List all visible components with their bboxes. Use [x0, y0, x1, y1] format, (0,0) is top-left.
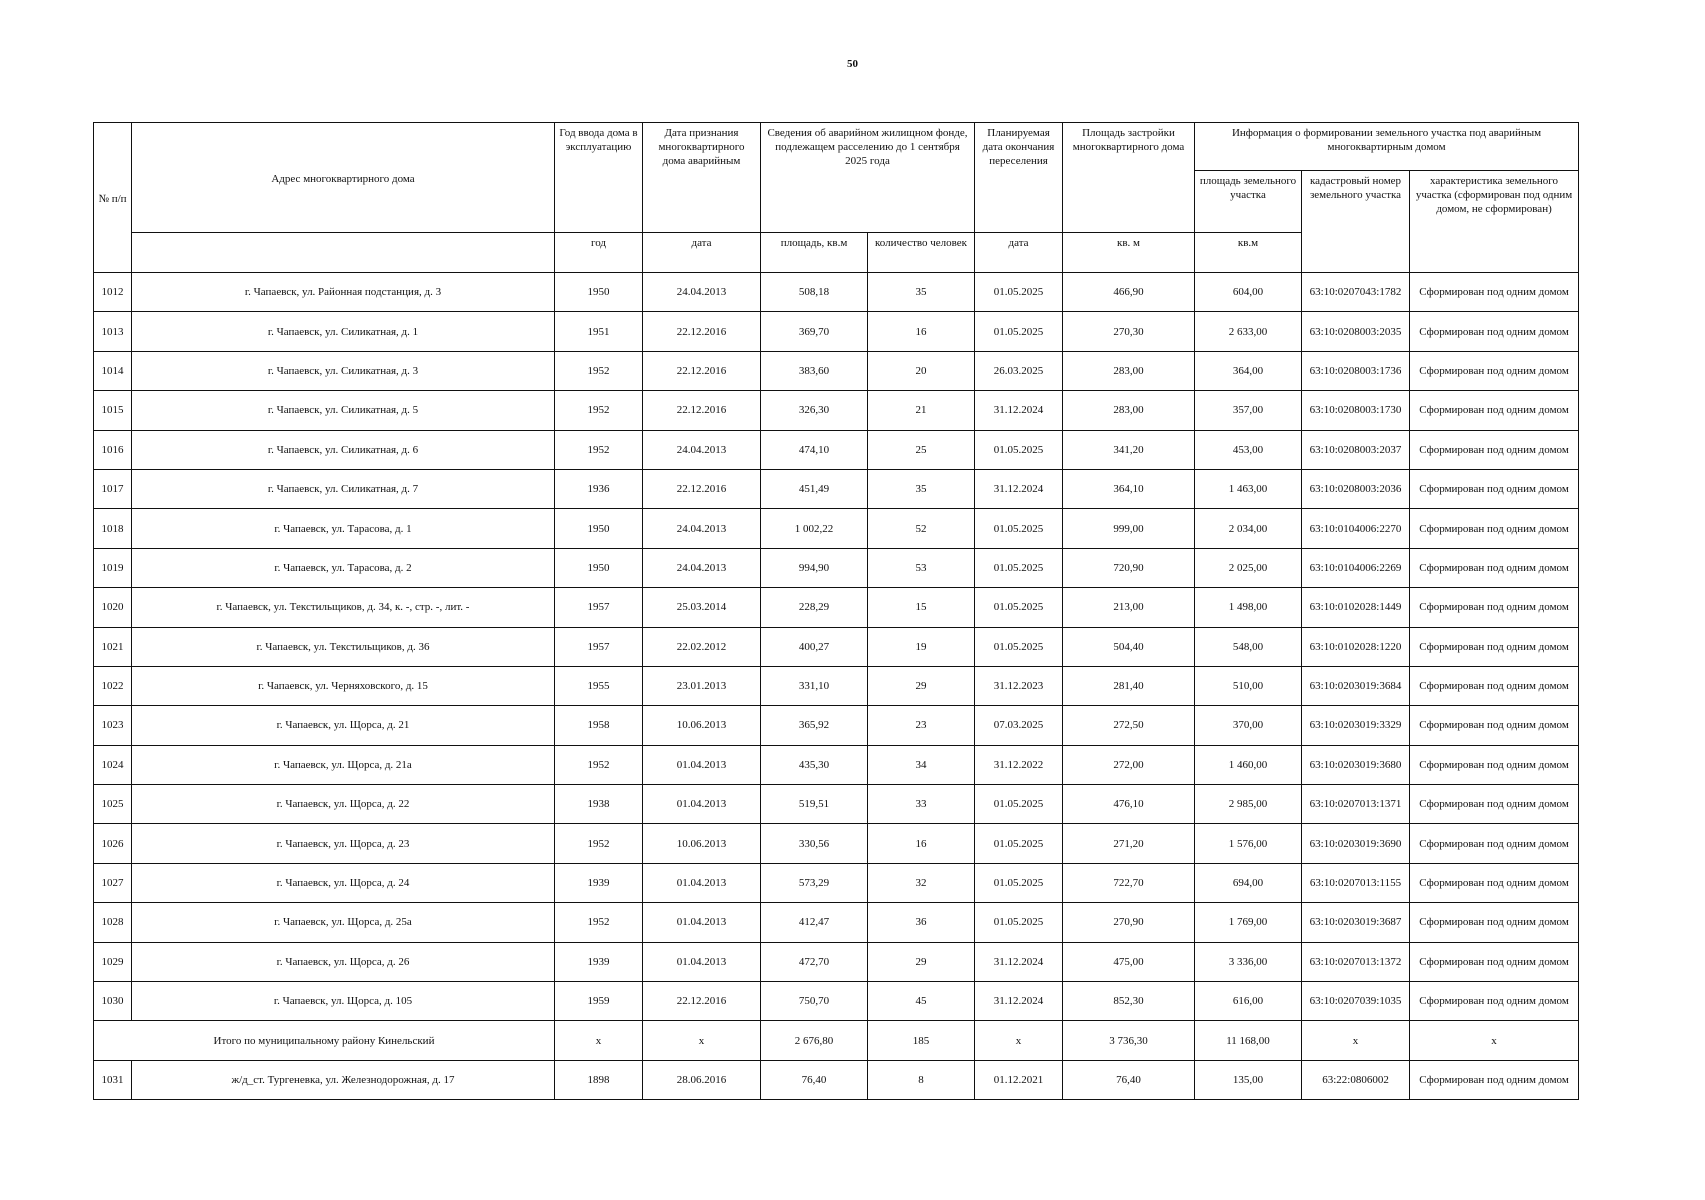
- row-address: г. Чапаевск, ул. Текстильщиков, д. 36: [132, 627, 555, 666]
- row-built-area: 466,90: [1063, 273, 1195, 312]
- row-land-char: Сформирован под одним домом: [1410, 469, 1579, 508]
- row-area: 228,29: [761, 588, 868, 627]
- row-land-area: 364,00: [1195, 351, 1302, 390]
- row-people: 8: [868, 1060, 975, 1099]
- total-cad: x: [1302, 1021, 1410, 1060]
- table-row: [94, 863, 1579, 902]
- header-built: Площадь застройки многоквартирного дома: [1063, 123, 1195, 233]
- total-date: x: [643, 1021, 761, 1060]
- row-area: 330,56: [761, 824, 868, 863]
- row-area: 400,27: [761, 627, 868, 666]
- row-land-area: 370,00: [1195, 706, 1302, 745]
- row-built-area: 364,10: [1063, 469, 1195, 508]
- row-people: 34: [868, 745, 975, 784]
- row-area: 383,60: [761, 351, 868, 390]
- row-cadastral: 63:10:0102028:1220: [1302, 627, 1410, 666]
- row-plan-date: 01.05.2025: [975, 548, 1063, 587]
- row-people: 23: [868, 706, 975, 745]
- row-year: 1957: [555, 627, 643, 666]
- row-people: 53: [868, 548, 975, 587]
- row-land-char: Сформирован под одним домом: [1410, 785, 1579, 824]
- row-plan-date: 07.03.2025: [975, 706, 1063, 745]
- unit-year: год: [555, 233, 643, 273]
- row-date: 25.03.2014: [643, 588, 761, 627]
- row-land-char: Сформирован под одним домом: [1410, 666, 1579, 705]
- row-built-area: 272,50: [1063, 706, 1195, 745]
- row-address: г. Чапаевск, ул. Щорса, д. 26: [132, 942, 555, 981]
- row-date: 10.06.2013: [643, 706, 761, 745]
- row-cadastral: 63:10:0104006:2269: [1302, 548, 1410, 587]
- row-built-area: 476,10: [1063, 785, 1195, 824]
- row-address: г. Чапаевск, ул. Текстильщиков, д. 34, к. -, стр. -, лит. -: [132, 588, 555, 627]
- row-cadastral: 63:10:0203019:3329: [1302, 706, 1410, 745]
- row-plan-date: 01.05.2025: [975, 588, 1063, 627]
- row-year: 1952: [555, 391, 643, 430]
- row-plan-date: 01.12.2021: [975, 1060, 1063, 1099]
- table-row: [94, 351, 1579, 390]
- row-year: 1939: [555, 942, 643, 981]
- row-land-area: 2 025,00: [1195, 548, 1302, 587]
- row-cadastral: 63:10:0207013:1155: [1302, 863, 1410, 902]
- row-built-area: 720,90: [1063, 548, 1195, 587]
- header-address: Адрес многоквартирного дома: [132, 123, 555, 233]
- row-address: г. Чапаевск, ул. Тарасова, д. 1: [132, 509, 555, 548]
- row-date: 23.01.2013: [643, 666, 761, 705]
- row-area: 451,49: [761, 469, 868, 508]
- unit-built: кв. м: [1063, 233, 1195, 273]
- row-date: 24.04.2013: [643, 548, 761, 587]
- row-cadastral: 63:10:0208003:2036: [1302, 469, 1410, 508]
- row-year: 1957: [555, 588, 643, 627]
- row-built-area: 76,40: [1063, 1060, 1195, 1099]
- row-area: 76,40: [761, 1060, 868, 1099]
- row-number: 1026: [94, 824, 132, 863]
- row-area: 472,70: [761, 942, 868, 981]
- table-row: [94, 312, 1579, 351]
- row-plan-date: 31.12.2024: [975, 942, 1063, 981]
- row-land-char: Сформирован под одним домом: [1410, 942, 1579, 981]
- row-cadastral: 63:10:0203019:3690: [1302, 824, 1410, 863]
- row-year: 1958: [555, 706, 643, 745]
- header-fund: Сведения об аварийном жилищном фонде, подлежащем расселению до 1 сентября 2025 года: [761, 123, 975, 233]
- row-land-area: 616,00: [1195, 982, 1302, 1021]
- row-number: 1018: [94, 509, 132, 548]
- row-land-char: Сформирован под одним домом: [1410, 706, 1579, 745]
- row-year: 1950: [555, 548, 643, 587]
- row-date: 22.12.2016: [643, 351, 761, 390]
- row-land-area: 694,00: [1195, 863, 1302, 902]
- table-row: [94, 430, 1579, 469]
- row-built-area: 272,00: [1063, 745, 1195, 784]
- row-address: г. Чапаевск, ул. Щорса, д. 25а: [132, 903, 555, 942]
- row-number: 1020: [94, 588, 132, 627]
- row-year: 1952: [555, 903, 643, 942]
- table-row: [94, 509, 1579, 548]
- row-address: г. Чапаевск, ул. Щорса, д. 21а: [132, 745, 555, 784]
- row-people: 29: [868, 666, 975, 705]
- header-cadastral: кадастровый номер земельного участка: [1302, 171, 1410, 273]
- row-area: 331,10: [761, 666, 868, 705]
- row-number: 1012: [94, 273, 132, 312]
- header-address-blank: [132, 233, 555, 273]
- row-date: 01.04.2013: [643, 942, 761, 981]
- row-number: 1031: [94, 1060, 132, 1099]
- row-land-char: Сформирован под одним домом: [1410, 430, 1579, 469]
- row-land-char: Сформирован под одним домом: [1410, 1060, 1579, 1099]
- row-date: 01.04.2013: [643, 863, 761, 902]
- row-plan-date: 01.05.2025: [975, 824, 1063, 863]
- table-row: [94, 666, 1579, 705]
- row-cadastral: 63:10:0207039:1035: [1302, 982, 1410, 1021]
- table-row: [94, 706, 1579, 745]
- row-year: 1952: [555, 351, 643, 390]
- row-built-area: 283,00: [1063, 391, 1195, 430]
- row-cadastral: 63:10:0207013:1371: [1302, 785, 1410, 824]
- row-plan-date: 01.05.2025: [975, 312, 1063, 351]
- row-cadastral: 63:10:0208003:2037: [1302, 430, 1410, 469]
- table-row: [94, 548, 1579, 587]
- header-num: № п/п: [94, 123, 132, 273]
- row-cadastral: 63:10:0203019:3684: [1302, 666, 1410, 705]
- total-year: x: [555, 1021, 643, 1060]
- emergency-housing-table: [93, 122, 1579, 1100]
- page-number: 50: [847, 58, 858, 70]
- total-row: [94, 1021, 1579, 1060]
- row-area: 365,92: [761, 706, 868, 745]
- row-land-area: 604,00: [1195, 273, 1302, 312]
- row-land-area: 357,00: [1195, 391, 1302, 430]
- total-label: Итого по муниципальному району Кинельский: [94, 1021, 555, 1060]
- row-people: 19: [868, 627, 975, 666]
- row-plan-date: 31.12.2022: [975, 745, 1063, 784]
- header-plan: Планируемая дата окончания переселения: [975, 123, 1063, 233]
- table-row: [94, 982, 1579, 1021]
- row-built-area: 270,90: [1063, 903, 1195, 942]
- row-date: 24.04.2013: [643, 273, 761, 312]
- row-people: 45: [868, 982, 975, 1021]
- row-address: г. Чапаевск, ул. Щорса, д. 105: [132, 982, 555, 1021]
- row-year: 1936: [555, 469, 643, 508]
- row-year: 1950: [555, 509, 643, 548]
- row-address: г. Чапаевск, ул. Черняховского, д. 15: [132, 666, 555, 705]
- row-built-area: 852,30: [1063, 982, 1195, 1021]
- table-row: [94, 785, 1579, 824]
- row-land-area: 1 460,00: [1195, 745, 1302, 784]
- row-people: 35: [868, 469, 975, 508]
- row-people: 36: [868, 903, 975, 942]
- table-row: [94, 824, 1579, 863]
- row-land-area: 548,00: [1195, 627, 1302, 666]
- header-year: Год ввода дома в эксплуатацию: [555, 123, 643, 233]
- row-date: 01.04.2013: [643, 745, 761, 784]
- row-area: 508,18: [761, 273, 868, 312]
- row-date: 24.04.2013: [643, 509, 761, 548]
- row-people: 16: [868, 824, 975, 863]
- total-char: x: [1410, 1021, 1579, 1060]
- row-year: 1959: [555, 982, 643, 1021]
- row-people: 32: [868, 863, 975, 902]
- row-people: 35: [868, 273, 975, 312]
- row-land-char: Сформирован под одним домом: [1410, 982, 1579, 1021]
- row-number: 1030: [94, 982, 132, 1021]
- row-year: 1950: [555, 273, 643, 312]
- row-address: г. Чапаевск, ул. Силикатная, д. 7: [132, 469, 555, 508]
- row-cadastral: 63:10:0104006:2270: [1302, 509, 1410, 548]
- row-land-char: Сформирован под одним домом: [1410, 391, 1579, 430]
- row-plan-date: 01.05.2025: [975, 903, 1063, 942]
- table-row: [94, 273, 1579, 312]
- row-plan-date: 31.12.2024: [975, 982, 1063, 1021]
- header-date: Дата признания многоквартирного дома аварийным: [643, 123, 761, 233]
- row-cadastral: 63:22:0806002: [1302, 1060, 1410, 1099]
- row-people: 25: [868, 430, 975, 469]
- row-year: 1951: [555, 312, 643, 351]
- table-body: [94, 273, 1579, 1100]
- row-cadastral: 63:10:0207043:1782: [1302, 273, 1410, 312]
- row-plan-date: 01.05.2025: [975, 785, 1063, 824]
- row-area: 412,47: [761, 903, 868, 942]
- row-date: 01.04.2013: [643, 785, 761, 824]
- row-land-char: Сформирован под одним домом: [1410, 863, 1579, 902]
- row-people: 52: [868, 509, 975, 548]
- row-address: г. Чапаевск, ул. Щорса, д. 23: [132, 824, 555, 863]
- row-cadastral: 63:10:0203019:3680: [1302, 745, 1410, 784]
- row-built-area: 999,00: [1063, 509, 1195, 548]
- row-people: 29: [868, 942, 975, 981]
- row-plan-date: 31.12.2024: [975, 469, 1063, 508]
- row-number: 1017: [94, 469, 132, 508]
- row-plan-date: 31.12.2023: [975, 666, 1063, 705]
- row-cadastral: 63:10:0203019:3687: [1302, 903, 1410, 942]
- row-date: 22.12.2016: [643, 982, 761, 1021]
- row-plan-date: 01.05.2025: [975, 430, 1063, 469]
- row-date: 10.06.2013: [643, 824, 761, 863]
- row-address: г. Чапаевск, ул. Силикатная, д. 6: [132, 430, 555, 469]
- row-address: ж/д_ст. Тургеневка, ул. Железнодорожная, д. 17: [132, 1060, 555, 1099]
- row-year: 1939: [555, 863, 643, 902]
- total-area: 2 676,80: [761, 1021, 868, 1060]
- row-plan-date: 01.05.2025: [975, 863, 1063, 902]
- row-area: 994,90: [761, 548, 868, 587]
- row-built-area: 270,30: [1063, 312, 1195, 351]
- row-land-char: Сформирован под одним домом: [1410, 273, 1579, 312]
- row-number: 1025: [94, 785, 132, 824]
- row-year: 1938: [555, 785, 643, 824]
- row-land-area: 1 769,00: [1195, 903, 1302, 942]
- row-built-area: 271,20: [1063, 824, 1195, 863]
- row-address: г. Чапаевск, ул. Силикатная, д. 1: [132, 312, 555, 351]
- row-land-char: Сформирован под одним домом: [1410, 548, 1579, 587]
- row-number: 1024: [94, 745, 132, 784]
- row-people: 20: [868, 351, 975, 390]
- row-people: 33: [868, 785, 975, 824]
- row-people: 21: [868, 391, 975, 430]
- row-address: г. Чапаевск, ул. Щорса, д. 24: [132, 863, 555, 902]
- row-number: 1019: [94, 548, 132, 587]
- total-people: 185: [868, 1021, 975, 1060]
- row-date: 24.04.2013: [643, 430, 761, 469]
- row-plan-date: 26.03.2025: [975, 351, 1063, 390]
- row-plan-date: 01.05.2025: [975, 509, 1063, 548]
- row-built-area: 475,00: [1063, 942, 1195, 981]
- row-land-area: 3 336,00: [1195, 942, 1302, 981]
- row-date: 22.02.2012: [643, 627, 761, 666]
- row-year: 1952: [555, 745, 643, 784]
- row-people: 16: [868, 312, 975, 351]
- row-date: 28.06.2016: [643, 1060, 761, 1099]
- row-number: 1023: [94, 706, 132, 745]
- row-number: 1021: [94, 627, 132, 666]
- row-land-area: 453,00: [1195, 430, 1302, 469]
- row-built-area: 281,40: [1063, 666, 1195, 705]
- table-row: [94, 391, 1579, 430]
- row-built-area: 722,70: [1063, 863, 1195, 902]
- table-row: [94, 627, 1579, 666]
- row-land-char: Сформирован под одним домом: [1410, 312, 1579, 351]
- row-year: 1952: [555, 824, 643, 863]
- unit-plan: дата: [975, 233, 1063, 273]
- row-number: 1016: [94, 430, 132, 469]
- row-built-area: 213,00: [1063, 588, 1195, 627]
- row-plan-date: 01.05.2025: [975, 273, 1063, 312]
- row-area: 519,51: [761, 785, 868, 824]
- total-built: 3 736,30: [1063, 1021, 1195, 1060]
- row-address: г. Чапаевск, ул. Силикатная, д. 3: [132, 351, 555, 390]
- row-area: 326,30: [761, 391, 868, 430]
- table-row: [94, 745, 1579, 784]
- row-number: 1029: [94, 942, 132, 981]
- row-date: 22.12.2016: [643, 391, 761, 430]
- row-address: г. Чапаевск, ул. Тарасова, д. 2: [132, 548, 555, 587]
- row-cadastral: 63:10:0208003:2035: [1302, 312, 1410, 351]
- header-land-info: Информация о формировании земельного участка под аварийным многоквартирным домом: [1195, 123, 1579, 171]
- row-land-char: Сформирован под одним домом: [1410, 903, 1579, 942]
- row-number: 1027: [94, 863, 132, 902]
- row-number: 1013: [94, 312, 132, 351]
- row-number: 1014: [94, 351, 132, 390]
- table-row: [94, 1060, 1579, 1099]
- row-number: 1022: [94, 666, 132, 705]
- header-land-char: характеристика земельного участка (сформирован под одним домом, не сформирован): [1410, 171, 1579, 273]
- row-number: 1015: [94, 391, 132, 430]
- row-date: 22.12.2016: [643, 469, 761, 508]
- row-area: 573,29: [761, 863, 868, 902]
- row-date: 22.12.2016: [643, 312, 761, 351]
- table-row: [94, 588, 1579, 627]
- row-year: 1898: [555, 1060, 643, 1099]
- row-land-char: Сформирован под одним домом: [1410, 351, 1579, 390]
- table-row: [94, 942, 1579, 981]
- row-plan-date: 31.12.2024: [975, 391, 1063, 430]
- row-plan-date: 01.05.2025: [975, 627, 1063, 666]
- header-land-area: площадь земельного участка: [1195, 171, 1302, 233]
- row-address: г. Чапаевск, ул. Районная подстанция, д. 3: [132, 273, 555, 312]
- row-cadastral: 63:10:0207013:1372: [1302, 942, 1410, 981]
- row-area: 435,30: [761, 745, 868, 784]
- row-people: 15: [868, 588, 975, 627]
- table-row: [94, 903, 1579, 942]
- row-address: г. Чапаевск, ул. Силикатная, д. 5: [132, 391, 555, 430]
- unit-people: количество человек: [868, 233, 975, 273]
- row-cadastral: 63:10:0102028:1449: [1302, 588, 1410, 627]
- unit-date: дата: [643, 233, 761, 273]
- row-land-area: 2 633,00: [1195, 312, 1302, 351]
- table-header: [94, 123, 1579, 273]
- row-land-char: Сформирован под одним домом: [1410, 588, 1579, 627]
- row-land-area: 1 498,00: [1195, 588, 1302, 627]
- row-land-char: Сформирован под одним домом: [1410, 509, 1579, 548]
- row-cadastral: 63:10:0208003:1730: [1302, 391, 1410, 430]
- row-address: г. Чапаевск, ул. Щорса, д. 22: [132, 785, 555, 824]
- row-land-char: Сформирован под одним домом: [1410, 627, 1579, 666]
- row-built-area: 341,20: [1063, 430, 1195, 469]
- row-cadastral: 63:10:0208003:1736: [1302, 351, 1410, 390]
- unit-land: кв.м: [1195, 233, 1302, 273]
- table-row: [94, 469, 1579, 508]
- total-land: 11 168,00: [1195, 1021, 1302, 1060]
- row-area: 750,70: [761, 982, 868, 1021]
- row-land-area: 510,00: [1195, 666, 1302, 705]
- row-built-area: 504,40: [1063, 627, 1195, 666]
- row-land-area: 1 463,00: [1195, 469, 1302, 508]
- row-land-char: Сформирован под одним домом: [1410, 745, 1579, 784]
- row-built-area: 283,00: [1063, 351, 1195, 390]
- row-number: 1028: [94, 903, 132, 942]
- total-plan: x: [975, 1021, 1063, 1060]
- unit-area: площадь, кв.м: [761, 233, 868, 273]
- row-land-area: 2 034,00: [1195, 509, 1302, 548]
- row-land-area: 135,00: [1195, 1060, 1302, 1099]
- row-year: 1955: [555, 666, 643, 705]
- row-land-area: 2 985,00: [1195, 785, 1302, 824]
- row-address: г. Чапаевск, ул. Щорса, д. 21: [132, 706, 555, 745]
- row-date: 01.04.2013: [643, 903, 761, 942]
- row-area: 369,70: [761, 312, 868, 351]
- row-land-area: 1 576,00: [1195, 824, 1302, 863]
- row-year: 1952: [555, 430, 643, 469]
- row-area: 474,10: [761, 430, 868, 469]
- row-land-char: Сформирован под одним домом: [1410, 824, 1579, 863]
- row-area: 1 002,22: [761, 509, 868, 548]
